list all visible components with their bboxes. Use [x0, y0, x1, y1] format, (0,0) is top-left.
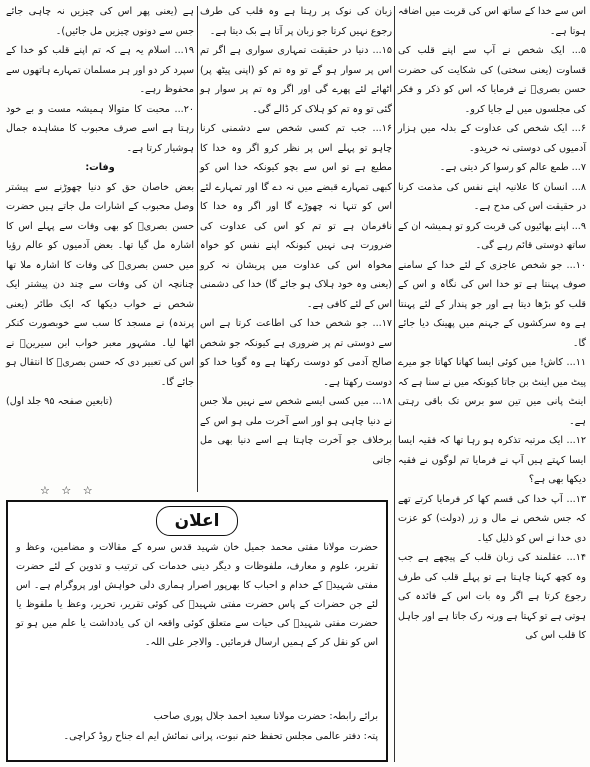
- paragraph: ۱۷... جو شخص خدا کی اطاعت کرتا ہے اس سے دوستی تم پر ضروری ہے کیونکہ جو شخص صالح آدمی کو دوست رکھتا ہے وہ گویا خدا کو دوست رکھتا ہے۔: [200, 318, 392, 388]
- paragraph: ۱۲... ایک مرتبہ تذکرہ ہو رہا تھا کہ فقیہ ایسا ایسا کہتے ہیں آپ نے فرمایا تم لوگوں نے فقیہ دیکھا بھی ہے؟: [398, 435, 586, 485]
- right-column: [398, 2, 586, 764]
- paragraph: ۹... اپنے بھائیوں کی قربت کرو تو ہمیشہ ان کے ساتھ دوستی قائم رہے گی۔: [398, 220, 586, 251]
- contact-address: پتہ: دفتر عالمی مجلس تحفظ ختم نبوت، پرانی نمائش ایم اے جناح روڈ کراچی۔: [63, 731, 378, 742]
- paragraph: ۱۳... آپ خدا کی قسم کھا کر فرمایا کرتے تھے کہ جس شخص نے مال و زر (دولت) کو عزت دی خدا نے اس کو ذلیل کیا۔: [398, 493, 586, 544]
- paragraph: ۷... طمع عالم کو رسوا کر دیتی ہے۔: [439, 162, 586, 173]
- announcement-box: [6, 500, 388, 762]
- paragraph: ۱۹... اسلام یہ ہے کہ تم اپنے قلب کو خدا کے سپرد کر دو اور ہر مسلمان تمہارے ہاتھوں سے محفوظ رہے۔: [6, 45, 194, 95]
- left-column: [6, 2, 194, 492]
- announcement-title: اعلان: [174, 511, 220, 531]
- paragraph: ۱۴... عقلمند کی زبان قلب کے پیچھے ہے جب وہ کچھ کہنا چاہتا ہے تو پہلے قلب کی طرف رجوع کرتا ہے اگر وہ بات اس کے فائدہ کی ہوتی ہے تو کہتا ہے ورنہ رک جاتا ہے اور جاہل کا قلب اس کی: [398, 552, 586, 641]
- section-end-stars: ☆ ☆ ☆: [40, 484, 97, 497]
- column-divider: [197, 6, 198, 492]
- paragraph: ۵... ایک شخص نے آپ سے اپنے قلب کی قساوت (یعنی سختی) کی شکایت کی حضرت حسن بصریؒ نے فرمایا کہ اس کو ذکر و فکر کی مجلسوں میں لے جایا کرو۔: [398, 45, 586, 115]
- section-heading-wafat: وفات:: [85, 162, 115, 173]
- announcement-title-frame: [156, 506, 238, 536]
- announcement-paragraph: حضرت مولانا مفتی محمد جمیل خان شہید قدس سرہ کے مقالات و مضامین، وعظ و تقریر، علوم و معارف، ملفوظات و دیگر دینی خدمات کی ترتیب و تدوین کے لئے حضرت مفتی شہیدؒ کے خدام و احباب کا بھرپور اصرار ہماری دلی خواہش اور پروگرام ہے۔ اس لئے جن حضرات کے پاس حضرت مفتی شہیدؒ کی کوئی تقریر، تحریر، وعظ یا ملفوظ یا حضرت مفتی شہیدؒ کی حیات سے متعلق کوئی واقعہ ان کی یادداشت یا علم میں ہو تو اس کو نقل کر کے ہمیں ارسال فرمائیں۔ والاجر علی اللہ۔: [16, 542, 378, 648]
- paragraph: اس سے خدا کے ساتھ اس کی قربت میں اضافہ ہوتا ہے۔: [398, 6, 586, 37]
- paragraph: ۸... انسان کا علانیہ اپنے نفس کی مذمت کرنا در حقیقت اس کی مدح ہے۔: [398, 181, 586, 212]
- paragraph: زبان کی نوک پر رہتا ہے وہ قلب کی طرف رجوع نہیں کرتا جو زبان پر آتا ہے بک دیتا ہے۔: [200, 6, 392, 37]
- paragraph: ۱۵... دنیا در حقیقت تمہاری سواری ہے اگر تم اس پر سوار ہو گے تو وہ تم کو (اپنی پیٹھ پر) اٹھائے لئے پھرے گی اور اگر وہ تم پر سوار ہو گئی تو وہ تم کو ہلاک کر ڈالے گی۔: [200, 45, 392, 115]
- paragraph: ۶... ایک شخص کی عداوت کے بدلہ میں ہزار آدمیوں کی دوستی نہ خریدو۔: [398, 123, 586, 154]
- paragraph: ہے (یعنی پھر اس کی چیزیں نہ چاہی جائے جس سے دونوں چیزیں مل جائیں)۔: [6, 6, 194, 37]
- announcement-body: [16, 538, 378, 652]
- paragraph: ۱۰... جو شخص عاجزی کے لئے خدا کے سامنے صوف پہنتا ہے تو خدا اس کی نگاہ و اس کے قلب کو بڑھا دیتا ہے اور جو پندار کے لئے پہنتا ہے وہ سرکشوں کے جہنم میں پھینک دیا جائے گا۔: [398, 259, 586, 349]
- paragraph: ۱۱... کاش! میں کوئی ایسا کھانا کھاتا جو میرے پیٹ میں اینٹ بن جاتا کیونکہ میں نے سنا ہے کہ اینٹ پانی میں تین سو برس تک باقی رہتی ہے۔: [398, 357, 586, 427]
- column-divider: [394, 6, 395, 762]
- paragraph: ۱۶... جب تم کسی شخص سے دشمنی کرنا چاہو تو پہلے اس پر نظر کرو اگر وہ خدا کا مطیع ہے تو اس سے بچو کیونکہ خدا اس کو کبھی تمہارے قبضے میں نہ دے گا اور تمہارے لئے اس کو تنہا نہ چھوڑے گا اور اگر وہ خدا کا نافرمان ہے تو تم کو اس کی عداوت کی ضرورت ہی نہیں کیونکہ اپنے نفس کو خواہ مخواہ اس کی عداوت میں پریشان نہ کرو (یعنی وہ خود ہلاک ہو جائے گا) خدا کی دشمنی اس کے لئے کافی ہے۔: [200, 123, 392, 310]
- paragraph: ۱۸... میں کسی ایسے شخص سے نہیں ملا جس نے دنیا چاہی ہو اور اسے آخرت ملی ہو اس کے برخلاف جو آخرت چاہتا ہے اسے دنیا بھی مل جاتی: [200, 396, 392, 466]
- announcement-contact: [16, 707, 378, 747]
- middle-column: [200, 2, 392, 492]
- paragraph: ۲۰... محبت کا متوالا ہمیشہ مست و بے خود رہتا ہے اسے صرف محبوب کا مشاہدہ جمال ہوشیار کرتا ہے۔: [6, 103, 194, 154]
- paragraph: بعض خاصان حق کو دنیا چھوڑنے سے پیشتر وصل محبوب کے اشارات مل جاتے ہیں حضرت حسن بصریؒ کو بھی وفات سے پہلے اس کا اشارہ مل گیا تھا۔ بعض آدمیوں کو عالم رؤیا میں حسن بصریؒ کی وفات کا اشارہ ملا تھا چنانچہ ان کی وفات سے چند دن پیشتر ایک شخص نے خواب دیکھا کہ ایک طائر (یعنی پرندہ) نے مسجد کا سب سے خوبصورت کنکر اٹھا لیا۔ مشہور معبر خواب ابن سیرینؒ نے اس کی تعبیر دی کہ حسن بصریؒ کا انتقال ہو جائے گا۔: [6, 181, 194, 388]
- contact-label: برائے رابطہ: حضرت مولانا سعید احمد جلال پوری صاحب: [153, 711, 378, 722]
- source-reference: (تابعین صفحہ ۹۵ جلد اول): [6, 396, 113, 407]
